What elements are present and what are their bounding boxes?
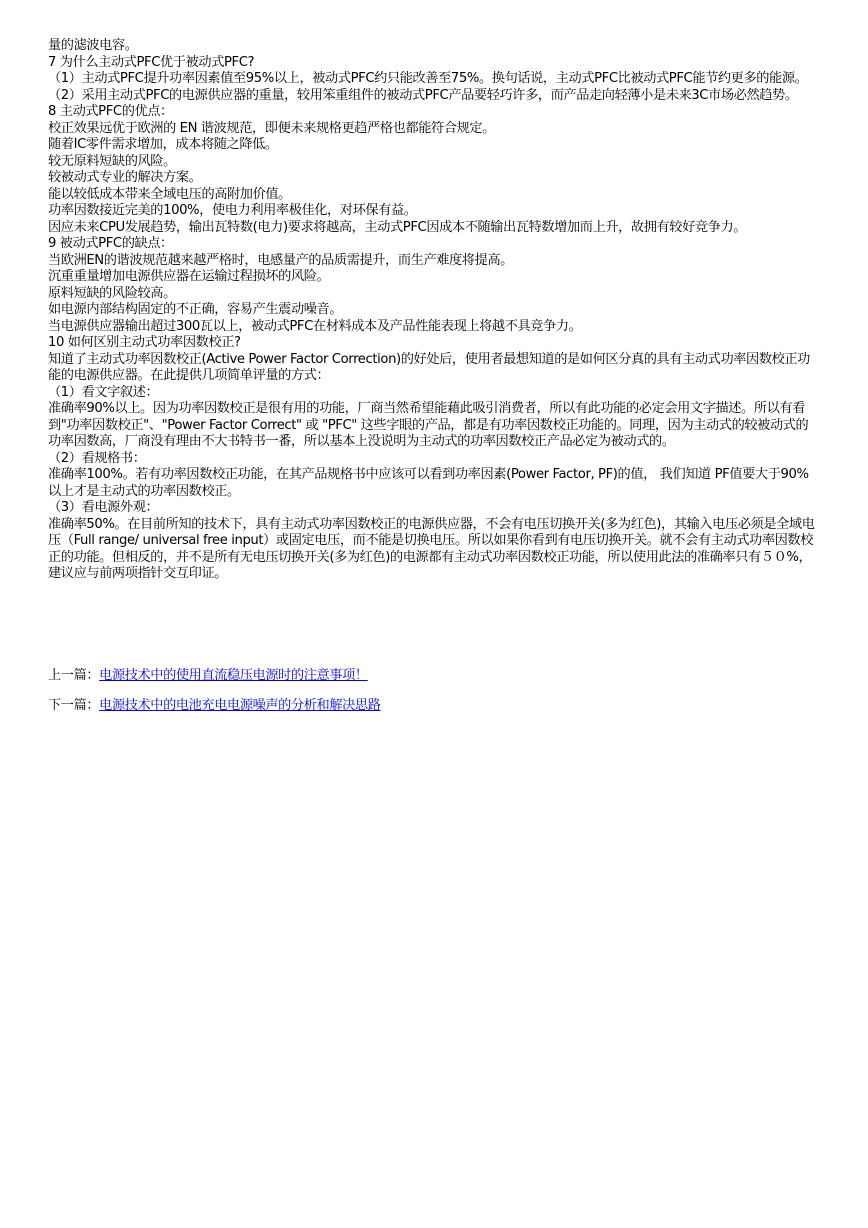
paragraph-method-1: 准确率90%以上。因为功率因数校正是很有用的功能，厂商当然希望能藉此吸引消费者，所以有此功能的必定会用文字描述。所以有看到"功率因数校正"、"Power Factor Correct" 或 "PFC" 这些字眼的产品，都是有功率因数校正功能的。同理，因为主动式的较被动式的功率因数高，厂商没有理由不大书特书一番，所以基本上没说明为主动式的功率因数校正产品必定为被动式的。 [48,401,809,449]
list-item-advantage-5: 能以较低成本带来全域电压的高附加价值。 [48,186,291,202]
list-item-advantage-2: 随着IC零件需求增加，成本将随之降低。 [48,137,278,152]
list-item-drawback-3: 原料短缺的风险较高。 [48,285,176,301]
next-article-link[interactable]: 电源技术中的电池充电电源噪声的分析和解决思路 [99,698,381,713]
list-item-advantage-7: 因应未来CPU发展趋势，输出瓦特数(电力)要求将越高，主动式PFC因成本不随输出瓦特数增加而上升，故拥有较好竞争力。 [48,219,747,235]
paragraph-method-2: 准确率100%。若有功率因数校正功能，在其产品规格书中应该可以看到功率因素(Power Factor, PF)的值， 我们知道 PF值要大于90%以上才是主动式的功率因数校正。 [48,467,809,499]
subheading-method-1: （1）看文字叙述： [48,384,159,400]
prev-article-link[interactable]: 电源技术中的使用直流稳压电源时的注意事项！ [99,668,368,683]
prev-article-nav [48,668,368,685]
paragraph-filter-capacitor: 量的滤波电容。 [48,38,138,53]
article-body [48,38,820,583]
paragraph-q7-1: （1）主动式PFC提升功率因素值至95%以上，被动式PFC约只能改善至75%。换句话说，主动式PFC比被动式PFC能节约更多的能源。 [48,71,808,86]
heading-q7: 7 为什么主动式PFC优于被动式PFC? [48,54,255,70]
list-item-drawback-2: 沉重重量增加电源供应器在运输过程损坏的风险。 [48,269,330,284]
list-item-drawback-5: 当电源供应器输出超过300瓦以上，被动式PFC在材料成本及产品性能表现上将越不具竞争力。 [48,318,582,334]
list-item-drawback-4: 如电源内部结构固定的不正确，容易产生震动噪音。 [48,302,343,317]
paragraph-q7-2: （2）采用主动式PFC的电源供应器的重量，较用笨重组件的被动式PFC产品要轻巧许多，而产品走向轻薄小是未来3C市场必然趋势。 [48,87,798,103]
subheading-method-3: （3）看电源外观： [48,500,159,515]
paragraph-method-3: 准确率50%。在目前所知的技术下，具有主动式功率因数校正的电源供应器，不会有电压切换开关(多为红色)，其输入电压必须是全域电压（Full range/ universal free input）或固定电压，而不能是切换电压。所以如果你看到有电压切换开关。就不会有主动式功率因数校正的功能。但相反的，并不是所有无电压切换开关(多为红色)的电源都有主动式功率因数校正功能，所以使用此法的准确率只有５０%，建议应与前两项指针交互印证。 [48,516,815,581]
paragraph-q10-intro: 知道了主动式功率因数校正(Active Power Factor Correction)的好处后，使用者最想知道的是如何区分真的具有主动式功率因数校正功能的电源供应器。在此提供几项简单评量的方式： [48,351,810,383]
list-item-advantage-6: 功率因数接近完美的100%，使电力利用率极佳化，对环保有益。 [48,203,417,218]
list-item-drawback-1: 当欧洲EN的谐波规范越来越严格时，电感量产的品质需提升，而生产难度将提高。 [48,252,513,268]
prev-article-label: 上一篇： [48,668,100,683]
next-article-nav [48,698,380,715]
list-item-advantage-1: 校正效果远优于欧洲的 EN 谐波规范，即便未来规格更趋严格也都能符合规定。 [48,120,495,136]
list-item-advantage-4: 较被动式专业的解决方案。 [48,170,202,185]
heading-q10: 10 如何区别主动式功率因数校正? [48,335,241,350]
subheading-method-2: （2）看规格书： [48,450,146,466]
heading-q9: 9 被动式PFC的缺点： [48,236,173,251]
list-item-advantage-3: 较无原料短缺的风险。 [48,153,176,169]
next-article-label: 下一篇： [48,698,100,713]
heading-q8: 8 主动式PFC的优点： [48,104,173,119]
